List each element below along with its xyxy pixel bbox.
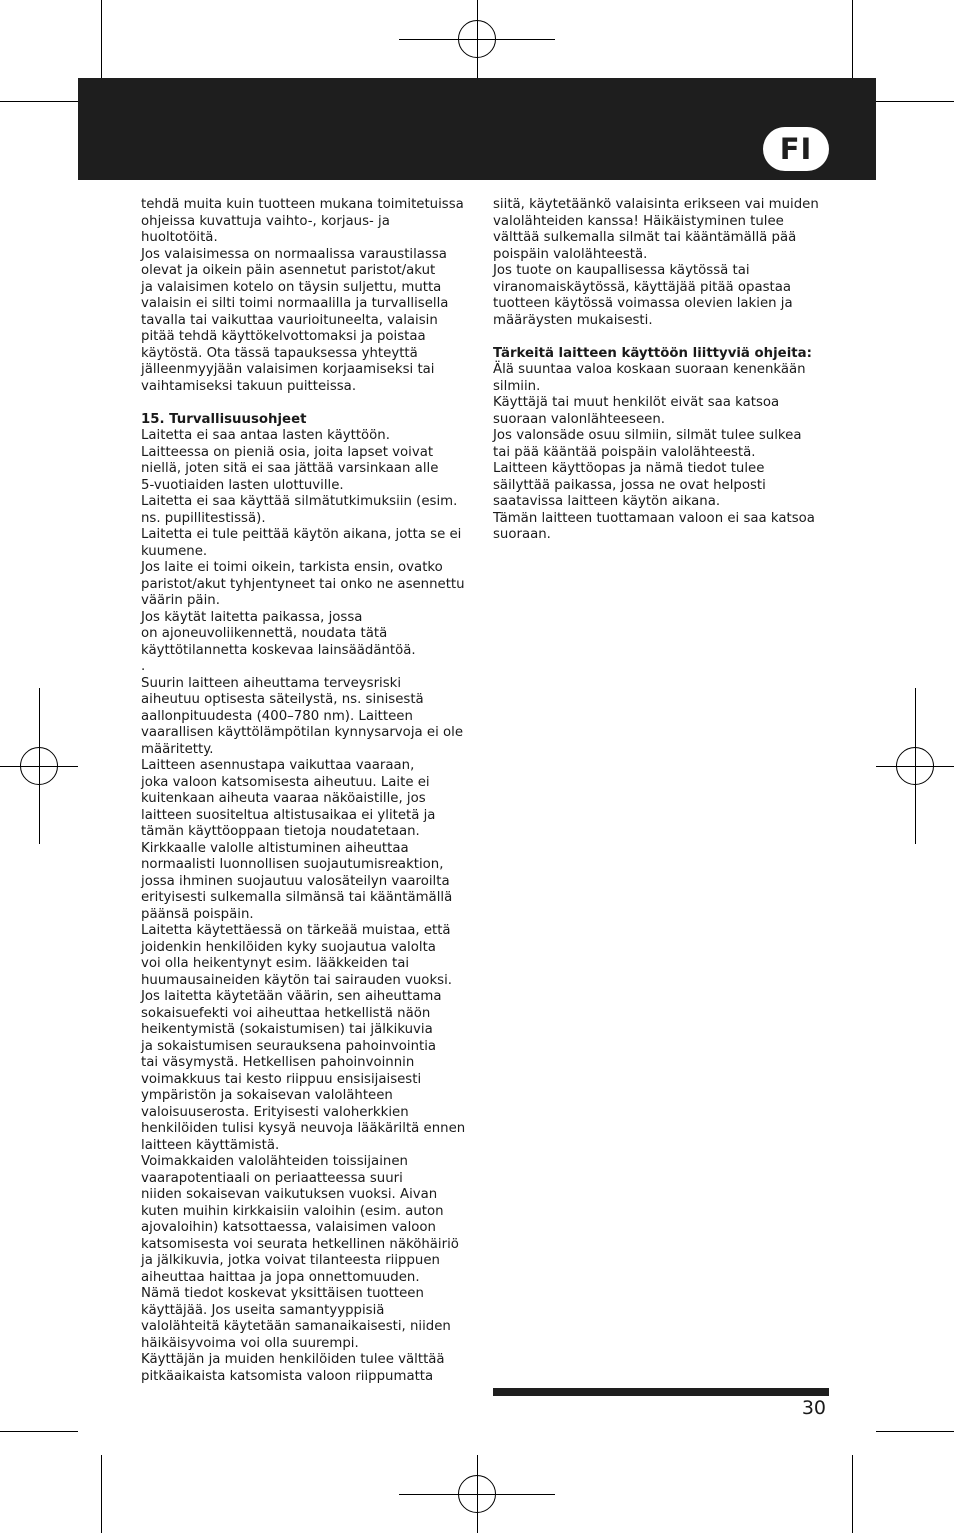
left-intro-paragraph: Jos valaisimessa on normaalissa varaustilassa olevat ja oikein päin asennetut paristot/akut ja valaisimen kotelo on täysin suljettu, mutta valaisin ei silti toimi normaalilla ja turvallisella tavalla tai vaikuttaa vaurioituneelta, valaisin pitää tehdä käyttökelvottomaksi ja poistaa käytöstä. Ota tässä tapauksessa yhteyttä jälleenmyyjään valaisimen korjaamiseksi tai vaihtamiseksi takuun puitteissa. <box>141 246 449 394</box>
crop-mark-bottom-right-h <box>876 1431 954 1432</box>
crop-mark-bottom-left-h <box>0 1431 78 1432</box>
section-heading-safety: 15. Turvallisuusohjeet <box>141 411 307 427</box>
safety-paragraph: Suurin laitteen aiheuttama terveysriski aiheutuu optisesta säteilystä, ns. sinisestä aallonpituudesta (400–780 nm). Laitteen vaarallisen käyttölämpötilan kynnysarvoja ei ole määritetty. <box>141 675 463 757</box>
usage-paragraph: Tämän laitteen tuottamaan valoon ei saa katsoa suoraan. <box>493 510 815 542</box>
safety-paragraph: Voimakkaiden valolähteiden toissijainen vaarapotentiaali on periaatteessa suuri niiden sokaisevan vaikutuksen vuoksi. Aivan kuten muihin kirkkaisiin valoihin (esim. auton ajovaloihin) katsottaessa, valaisimen valoon katsomisesta voi seurata hetkellinen näköhäiriö ja jälkikuvia, jotka voivat tilanteesta riippuen aiheuttaa haittaa ja jopa onnettomuuden. <box>141 1154 459 1285</box>
safety-paragraph: Käyttäjän ja muiden henkilöiden tulee välttää pitkäaikaista katsomista valoon riippumatta <box>141 1352 445 1384</box>
right-intro-paragraph: Jos tuote on kaupallisessa käytössä tai viranomaiskäytössä, käyttäjää pitää opastaa tuotteen käytössä voimassa olevien lakien ja määräysten mukaisesti. <box>493 263 793 328</box>
safety-paragraph: Kirkkaalle valolle altistuminen aiheuttaa normaalisti luonnollisen suojautumisreaktion, jossa ihminen suojautuu valosäteilyn vaaroilta erityisesti sulkemalla silmänsä tai kääntämällä päänsä poispäin. <box>141 840 453 922</box>
left-intro-paragraph: tehdä muita kuin tuotteen mukana toimitetuissa ohjeissa kuvattuja vaihto-, korjaus- ja huoltotöitä. <box>141 197 464 245</box>
right-intro-paragraph: siitä, käytetäänkö valaisinta erikseen vai muiden valolähteiden kanssa! Häikäistyminen tulee välttää sulkemalla silmät tai kääntämällä pää poispäin valolähteestä. <box>493 197 819 262</box>
safety-paragraph: Laitetta ei tule peittää käytön aikana, jotta se ei kuumene. <box>141 527 462 559</box>
language-badge: FI <box>763 127 829 171</box>
usage-paragraph: Laitteen käyttöopas ja nämä tiedot tulee säilyttää paikassa, jossa ne ovat helposti saatavissa laitteen käytön aikana. <box>493 461 766 509</box>
usage-paragraph: Käyttäjä tai muut henkilöt eivät saa katsoa suoraan valonlähteeseen. <box>493 395 780 427</box>
crop-mark-top-left-v <box>101 0 102 78</box>
safety-paragraph: Laitetta käytettäessä on tärkeää muistaa, että joidenkin henkilöiden kyky suojautua valolta voi olla heikentynyt esim. lääkkeiden tai huumausaineiden käytön tai sairauden vuoksi. <box>141 923 452 988</box>
crop-mark-top-left-h <box>0 101 78 102</box>
crop-mark-top-right-v <box>852 0 853 78</box>
usage-paragraph: Älä suuntaa valoa koskaan suoraan kenenkään silmiin. <box>493 362 806 394</box>
safety-paragraph: Jos laite ei toimi oikein, tarkista ensin, ovatko paristot/akut tyhjentyneet tai onko ne asennettu väärin päin. <box>141 560 465 608</box>
usage-paragraph: Jos valonsäde osuu silmiin, silmät tulee sulkea tai pää kääntää poispäin valolähteestä. <box>493 428 802 460</box>
safety-paragraph: Laitetta ei saa käyttää silmätutkimuksiin (esim. ns. pupillitestissä). <box>141 494 458 526</box>
crop-mark-bottom-right-v <box>852 1455 853 1533</box>
safety-paragraph: Nämä tiedot koskevat yksittäisen tuotteen käyttäjää. Jos useita samantyyppisiä valolähteitä käytetään samanaikaisesti, niiden häikäisyvoima voi olla suurempi. <box>141 1286 451 1351</box>
safety-paragraph: Laitetta ei saa antaa lasten käyttöön. <box>141 428 390 443</box>
footer-rule <box>493 1388 829 1396</box>
crop-mark-top-right-h <box>876 101 954 102</box>
safety-paragraph: Laitteessa on pieniä osia, joita lapset voivat niellä, joten sitä ei saa jättää varsinkaan alle 5-vuotiaiden lasten ulottuville. <box>141 444 439 493</box>
right-column <box>493 197 833 544</box>
crop-mark-bottom-left-v <box>101 1455 102 1533</box>
page-number: 30 <box>801 1397 826 1419</box>
section-heading-usage: Tärkeitä laitteen käyttöön liittyviä ohjeita: <box>493 345 812 361</box>
safety-paragraph: Laitteen asennustapa vaikuttaa vaaraan, joka valoon katsomisesta aiheutuu. Laite ei kuitenkaan aiheuta vaaraa näköaistille, jos laitteen suositeltua altistusaikaa ei ylitetä ja tämän käyttöoppaan tietoja noudatetaan. <box>141 758 436 839</box>
safety-paragraph: Jos laitetta käytetään väärin, sen aiheuttama sokaisuefekti voi aiheuttaa hetkellistä näön heikentymistä (sokaistumisen) tai jälkikuvia ja sokaistumisen seurauksena pahoinvointia tai väsymystä. Hetkellisen pahoinvoinnin voimakkuus tai kesto riippuu ensisijaisesti ympäristön ja sokaisevan valolähteen valoisuuserosta. Erityisesti valoherkkien henkilöiden tulisi kysyä neuvoja lääkäriltä ennen laitteen käyttämistä. <box>141 989 466 1153</box>
left-column <box>141 197 479 1385</box>
header-band <box>78 78 876 180</box>
safety-paragraph: Jos käytät laitetta paikassa, jossa on ajoneuvoliikennettä, noudata tätä käyttötilannetta koskevaa lainsäädäntöä. . <box>141 609 416 674</box>
